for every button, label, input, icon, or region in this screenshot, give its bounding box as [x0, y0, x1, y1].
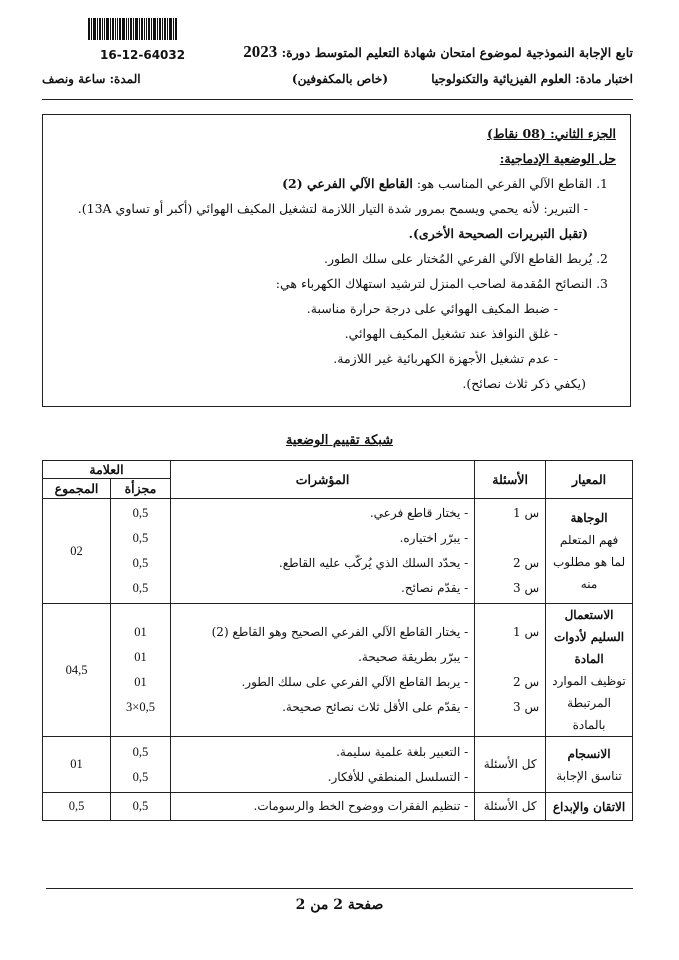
question-ref: س 1 [512, 506, 540, 520]
header-total: المجموع [43, 479, 111, 499]
partial-mark: 01 [134, 625, 147, 639]
partial-mark: 0,5 [132, 506, 149, 520]
question-ref: كل الأسئلة [483, 799, 537, 813]
indicators-cell [170, 737, 474, 793]
question-ref: س 2 [512, 556, 540, 570]
header-indicators: المؤشرات [170, 461, 474, 499]
criterion-cell [546, 604, 633, 737]
indicator: - يحدّد السلك الذي يُركّب عليه القاطع. [278, 556, 469, 570]
indicator: - يربط القاطع الآلي الفرعي على سلك الطور. [241, 675, 469, 689]
question-ref: كل الأسئلة [483, 757, 537, 771]
partial-marks-cell [111, 793, 171, 821]
header-criterion: المعيار [546, 461, 633, 499]
partial-mark: 01 [134, 650, 147, 664]
partial-mark: 0,5 [132, 769, 149, 784]
criterion-title: الاتقان والإبداع [552, 799, 626, 814]
table-row [43, 499, 633, 604]
total-mark: 04,5 [43, 604, 111, 737]
header-questions: الأسئلة [475, 461, 546, 499]
total-mark: 02 [43, 499, 111, 604]
questions-cell [475, 604, 546, 737]
exam-year: 2023 [243, 42, 278, 61]
criterion-cell [546, 793, 633, 821]
header-mark: العلامة [43, 461, 171, 479]
part-title: الجزء الثاني: (08 نقاط) [487, 126, 616, 141]
answer-tips-note: (يكفي ذكر ثلاث نصائح). [462, 376, 586, 391]
answer-tip: - ضبط المكيف الهوائي على درجة حرارة مناسبة. [306, 301, 558, 316]
exam-subheader [42, 72, 633, 90]
indicators-cell [170, 499, 474, 604]
criterion-title: الانسجام [567, 746, 611, 761]
partial-mark: 0,5×3 [126, 700, 155, 714]
table-row [43, 793, 633, 821]
partial-marks-cell [111, 737, 171, 793]
header-divider [42, 99, 633, 100]
indicator: - التسلسل المنطقي للأفكار. [327, 769, 469, 784]
total-mark: 01 [43, 737, 111, 793]
indicators-cell [170, 793, 474, 821]
criterion-title: الاستعمال السليم لأدوات المادة [554, 608, 625, 666]
exam-subject: اختبار مادة: العلوم الفيزيائية والتكنولوجيا [431, 72, 633, 86]
partial-mark: 01 [134, 675, 147, 689]
question-ref: س 2 [512, 675, 540, 689]
answer-q1-intro: 1. القاطع الآلي الفرعي المناسب هو: [412, 176, 608, 191]
answer-q1-choice: القاطع الآلي الفرعي (2) [282, 176, 413, 191]
indicator: - يبرّر اختياره. [399, 531, 469, 545]
answer-tip: - عدم تشغيل الأجهزة الكهربائية غير اللازمة. [333, 351, 558, 366]
exam-special-note: (خاص بالمكفوفين) [291, 72, 388, 86]
partial-mark: 0,5 [132, 581, 149, 595]
indicator: - يبرّر بطريقة صحيحة. [358, 650, 469, 664]
page-number: صفحة 2 من 2 [295, 897, 384, 913]
answer-tip: - غلق النوافذ عند تشغيل المكيف الهوائي. [344, 326, 558, 341]
question-ref: س 3 [512, 581, 540, 595]
answer-q3-intro: 3. النصائح المُقدمة لصاحب المنزل لترشيد استهلاك الكهرباء هي: [275, 276, 608, 291]
criterion-cell [546, 737, 633, 793]
solution-heading: حل الوضعية الإدماجية: [499, 151, 616, 166]
indicator: - تنظيم الفقرات ووضوح الخط والرسومات. [253, 799, 469, 813]
answer-box [42, 114, 631, 407]
answer-q1 [55, 171, 616, 196]
answer-q1-justification: - التبرير: لأنه يحمي ويسمح بمرور شدة التيار اللازمة لتشغيل المكيف الهوائي (أكبر أو تساوي 13A). [77, 201, 588, 216]
criterion-description: فهم المتعلم لما هو مطلوب منه [552, 533, 626, 591]
exam-title-text: تابع الإجابة النموذجية لموضوع امتحان شهادة التعليم المتوسط دورة: [281, 45, 633, 60]
footer-divider [46, 888, 633, 889]
answer-q2: 2. يُربط القاطع الآلي الفرعي المُختار على سلك الطور. [323, 251, 608, 266]
indicator: - التعبير بلغة علمية سليمة. [336, 744, 469, 759]
partial-mark: 0,5 [132, 556, 149, 570]
question-ref: س 3 [512, 700, 540, 714]
exam-title [213, 42, 633, 62]
question-ref [481, 645, 539, 670]
indicator: - يختار قاطع فرعي. [369, 506, 469, 520]
indicators-cell [170, 604, 474, 737]
criterion-description: تناسق الإجابة [556, 768, 622, 783]
exam-duration: المدة: ساعة ونصف [42, 72, 141, 86]
question-ref [481, 526, 539, 551]
questions-cell [475, 793, 546, 821]
answer-q1-accept-note: (تقبل التبريرات الصحيحة الأخرى). [408, 226, 588, 241]
criterion-title: الوجاهة [570, 511, 608, 525]
partial-marks-cell [111, 499, 171, 604]
criterion-description: توظيف الموارد المرتبطة بالمادة [552, 674, 626, 732]
evaluation-grid [42, 460, 633, 821]
barcode [88, 18, 214, 40]
question-ref: س 1 [512, 625, 540, 639]
indicator: - يقدّم على الأقل ثلاث نصائح صحيحة. [282, 700, 469, 714]
partial-mark: 0,5 [132, 744, 149, 759]
questions-cell [475, 499, 546, 604]
table-row [43, 604, 633, 737]
partial-mark: 0,5 [132, 531, 149, 545]
indicator: - يختار القاطع الآلي الفرعي الصحيح وهو القاطع (2) [211, 625, 469, 639]
document-code: 16-12-64032 [100, 48, 186, 62]
criterion-cell [546, 499, 633, 604]
partial-mark: 0,5 [132, 799, 149, 813]
indicator: - يقدّم نصائح. [401, 581, 469, 595]
table-row [43, 737, 633, 793]
header-partial: مجزأة [111, 479, 171, 499]
total-mark: 0,5 [43, 793, 111, 821]
questions-cell [475, 737, 546, 793]
partial-marks-cell [111, 604, 171, 737]
grid-header-row [43, 461, 633, 479]
grid-title: شبكة تقييم الوضعية [285, 433, 394, 448]
